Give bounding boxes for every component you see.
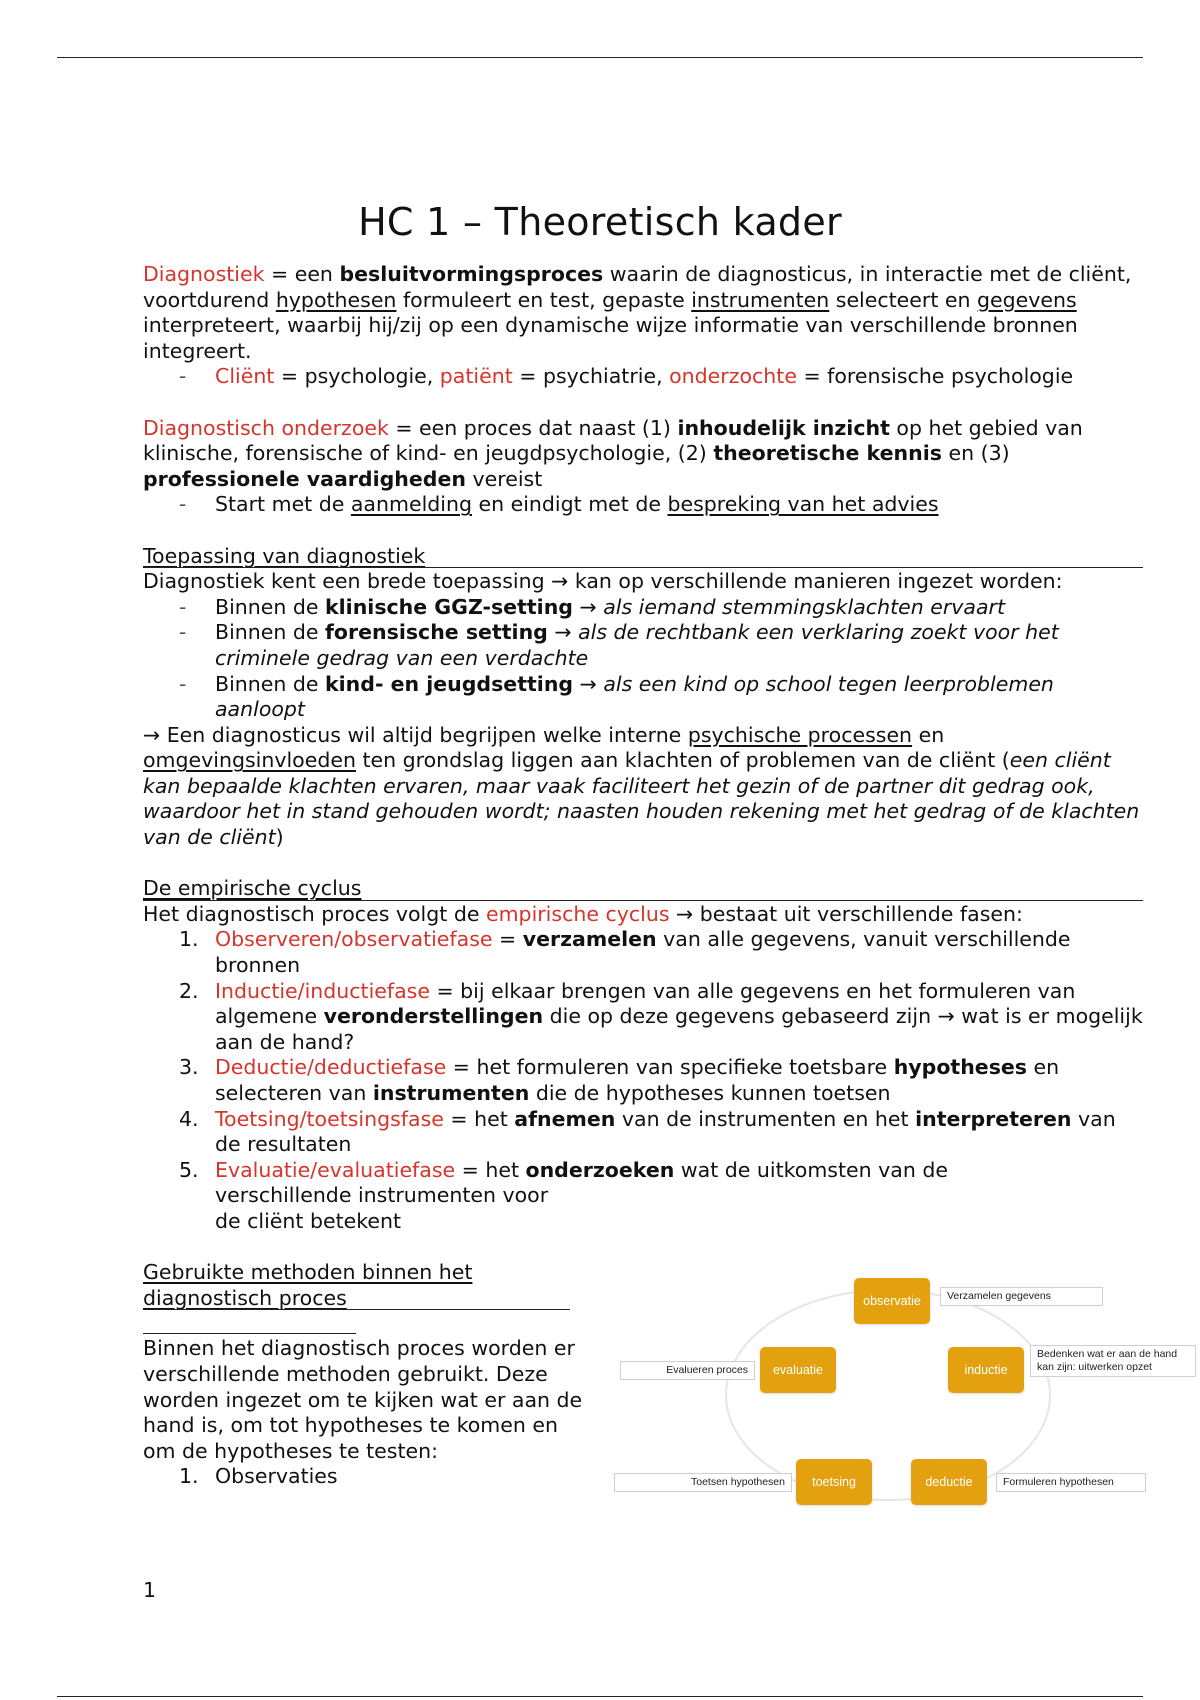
text: = forensische psychologie	[796, 364, 1074, 389]
term: Inductie/inductiefase	[215, 978, 430, 1003]
underlined-text: psychische processen	[687, 722, 913, 747]
section-intro: Binnen het diagnostisch proces worden er verschillende methoden gebruikt. Deze worden ingezet om te kijken wat er aan de hand is, om tot hypotheses te komen en om de hypotheses te testen:	[143, 1336, 583, 1463]
bullet-list	[143, 364, 1143, 390]
list-item	[143, 364, 1143, 390]
bold-text: forensische setting	[325, 620, 548, 645]
label-inductie: Bedenken wat er aan de hand kan zijn: uitwerken opzet	[1030, 1345, 1196, 1377]
divider	[143, 1333, 356, 1334]
text: vereist	[465, 466, 543, 491]
underlined-text: aanmelding	[350, 492, 472, 517]
term: Diagnostisch onderzoek	[143, 415, 389, 440]
methods-list	[143, 1464, 583, 1490]
text: selecteert en	[829, 287, 978, 312]
underlined-text: gegevens	[977, 287, 1077, 312]
text: van de resultaten	[215, 1106, 1116, 1157]
text: waarin de diagnosticus, in interactie met de cliënt, voortdurend	[143, 262, 1132, 312]
italic-text: als iemand stemmingsklachten ervaart	[603, 594, 1005, 619]
text: die de hypotheses kunnen toetsen	[529, 1081, 891, 1105]
section-intro: Diagnostiek kent een brede toepassing → kan op verschillende manieren ingezet worden:	[143, 569, 1063, 594]
node-toetsing: toetsing	[796, 1459, 872, 1505]
arrow: →	[573, 671, 604, 696]
text: die op deze gegevens gebaseerd zijn → wat is er mogelijk aan de hand?	[215, 1004, 1143, 1054]
list-number: 3.	[179, 1055, 199, 1080]
heading-text: De empirische cyclus	[143, 876, 362, 901]
arrow: →	[547, 620, 579, 645]
underlined-text: omgevingsinvloeden	[143, 748, 356, 773]
text: en	[912, 722, 945, 747]
text: → Een diagnosticus wil altijd begrijpen welke interne	[143, 722, 688, 747]
text: = psychiatrie,	[512, 364, 670, 389]
text: (	[1001, 748, 1010, 773]
term: Deductie/deductiefase	[215, 1055, 447, 1080]
list-number: 1.	[179, 1464, 199, 1489]
empirical-cycle-diagram	[610, 1265, 1200, 1515]
text: formuleert en test, gepaste	[396, 287, 692, 312]
text: de cliënt betekent	[215, 1208, 402, 1233]
list-item	[143, 979, 1143, 1056]
label-deductie: Formuleren hypothesen	[996, 1473, 1146, 1492]
methods-section	[143, 1260, 583, 1490]
section-heading-methoden	[143, 1260, 570, 1311]
text: Binnen de	[215, 594, 326, 619]
bold-text: instrumenten	[372, 1081, 530, 1105]
node-observatie: observatie	[854, 1278, 930, 1324]
text: = een proces dat naast (1)	[388, 415, 678, 440]
footer-rule	[57, 1696, 1143, 1697]
text: = het	[455, 1157, 526, 1182]
term: Evaluatie/evaluatiefase	[215, 1157, 456, 1182]
text: interpreteert, waarbij hij/zij op een dynamische wijze informatie van verschillende bronnen integreert.	[143, 313, 1078, 363]
list-item	[143, 620, 1143, 671]
list-number: 4.	[179, 1106, 199, 1131]
bold-text: besluitvormingsproces	[339, 262, 604, 286]
text: )	[275, 825, 284, 850]
list-item	[143, 1158, 1143, 1235]
text: van de instrumenten en het	[615, 1106, 916, 1131]
italic-text: een cliënt kan bepaalde klachten ervaren, maar vaak faciliteert het gezin of de partner dit gedrag ook, waardoor het in stand gehouden wordt; naasten houden rekening met het gedrag of de klachten van de cliënt	[143, 748, 1140, 850]
list-item	[143, 1055, 1143, 1106]
text: → bestaat uit verschillende fasen:	[669, 901, 1023, 926]
bold-text: klinische GGZ-setting	[325, 594, 573, 619]
bullet-list	[143, 492, 1143, 518]
term: Observeren/observatiefase	[215, 927, 493, 952]
list-number: 5.	[179, 1157, 199, 1182]
bold-text: verzamelen	[522, 927, 657, 952]
bold-text: interpreteren	[915, 1106, 1072, 1131]
node-evaluatie: evaluatie	[760, 1347, 836, 1393]
bold-text: afnemen	[514, 1106, 616, 1131]
bold-text: veronderstellingen	[323, 1004, 544, 1029]
italic-text: als de rechtbank een verklaring zoekt voor het criminele gedrag van een verdachte	[215, 620, 1059, 670]
text: Binnen de	[215, 620, 326, 645]
text: Observaties	[215, 1464, 338, 1489]
list-item	[143, 927, 1143, 978]
heading-text: Gebruikte methoden binnen het diagnostisch proces	[143, 1260, 473, 1310]
text: en selecteren van	[215, 1055, 1060, 1105]
term: empirische cyclus	[485, 901, 670, 926]
bold-text: theoretische kennis	[713, 441, 942, 466]
page-title: HC 1 – Theoretisch kader	[358, 200, 842, 245]
label-evaluatie: Evalueren proces	[620, 1361, 755, 1380]
text: ten grondslag liggen aan klachten of problemen van de cliënt	[355, 748, 1002, 773]
text: verschillende instrumenten voor	[215, 1183, 549, 1208]
list-item	[143, 672, 1143, 723]
heading-text: Toepassing van diagnostiek	[143, 543, 426, 568]
bold-text: kind- en jeugdsetting	[325, 671, 574, 696]
term: Toetsing/toetsingsfase	[215, 1106, 444, 1131]
text: = psychologie,	[274, 364, 440, 389]
label-observatie: Verzamelen gegevens	[940, 1287, 1103, 1306]
list-item	[143, 492, 1143, 518]
italic-text: als een kind op school tegen leerproblemen aanloopt	[215, 671, 1054, 722]
term: onderzochte	[669, 364, 797, 389]
list-item	[143, 595, 1143, 621]
text: = een	[264, 262, 340, 286]
definition-diagnostisch-onderzoek	[143, 416, 1143, 493]
page-number: 1	[143, 1578, 157, 1602]
text: Start met de	[215, 492, 351, 517]
section-heading-toepassing	[143, 544, 1143, 570]
list-number: 1.	[179, 927, 199, 952]
text: Binnen de	[215, 671, 326, 696]
bold-text: hypotheses	[893, 1055, 1028, 1080]
bold-text: inhoudelijk inzicht	[677, 415, 890, 440]
list-number: 2.	[179, 978, 199, 1003]
text: op het gebied van klinische, forensische of kind- en jeugdpsychologie, (2)	[143, 415, 1083, 466]
term: Diagnostiek	[143, 262, 265, 286]
bold-text: professionele vaardigheden	[143, 466, 466, 491]
definition-diagnostiek	[143, 262, 1143, 364]
text: =	[492, 927, 523, 952]
node-deductie: deductie	[911, 1459, 987, 1505]
label-toetsing: Toetsen hypothesen	[614, 1473, 792, 1492]
underlined-text: bespreking van het advies	[667, 492, 939, 517]
node-inductie: inductie	[948, 1347, 1024, 1393]
conclusion-paragraph	[143, 723, 1143, 851]
text: en (3)	[941, 441, 1010, 466]
section-heading-empirische-cyclus	[143, 876, 1143, 902]
text: = bij elkaar brengen van alle gegevens en het formuleren van algemene	[215, 978, 1076, 1029]
text: = het formuleren van specifieke toetsbare	[446, 1055, 894, 1080]
text: en eindigt met de	[471, 492, 668, 517]
text: Het diagnostisch proces volgt de	[143, 901, 486, 926]
underlined-text: hypothesen	[275, 287, 397, 312]
underlined-text: instrumenten	[691, 287, 830, 312]
arrow: →	[572, 594, 604, 619]
term: patiënt	[439, 364, 513, 389]
settings-list	[143, 595, 1143, 723]
text: wat de uitkomsten van de	[674, 1157, 948, 1182]
header-rule	[57, 57, 1143, 58]
list-item	[143, 1107, 1143, 1158]
section-intro	[143, 902, 1143, 928]
text: = het	[443, 1106, 515, 1131]
bold-text: onderzoeken	[525, 1157, 675, 1182]
list-item	[143, 1464, 583, 1490]
text: van alle gegevens, vanuit verschillende bronnen	[215, 927, 1071, 978]
term: Cliënt	[215, 364, 275, 389]
phases-list	[143, 927, 1143, 1234]
